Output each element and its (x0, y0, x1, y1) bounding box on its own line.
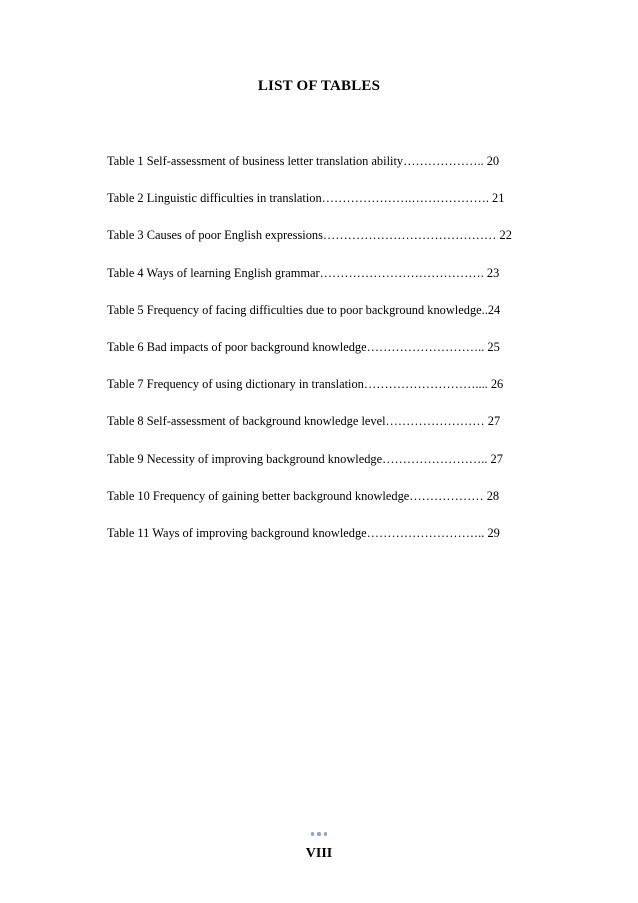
toc-entry-table-9: Table 9 Necessity of improving background knowledge…………………….. 27 (107, 451, 503, 466)
toc-entry-table-10: Table 10 Frequency of gaining better background knowledge……………… 28 (107, 488, 500, 503)
page-title: LIST OF TABLES (257, 78, 381, 94)
toc-entry-table-2: Table 2 Linguistic difficulties in translation………………….………………. 21 (107, 191, 505, 206)
toc-entry-table-4: Table 4 Ways of learning English grammar…………………………………. 23 (107, 265, 500, 280)
toc-entry-table-7: Table 7 Frequency of using dictionary in translation……………………….... 26 (107, 377, 504, 392)
dot-icon (317, 832, 321, 836)
page-footer (0, 826, 638, 862)
page-number: VIII (305, 846, 333, 861)
table-list (107, 153, 557, 562)
toc-entry-table-3: Table 3 Causes of poor English expressions…………………………………… 22 (107, 228, 512, 243)
dot-icon (311, 832, 315, 836)
toc-entry-table-11: Table 11 Ways of improving background knowledge……………………….. 29 (107, 525, 500, 540)
toc-entry-table-5: Table 5 Frequency of facing difficulties due to poor background knowledge..24 (107, 302, 501, 317)
dot-icon (324, 832, 328, 836)
toc-entry-table-6: Table 6 Bad impacts of poor background knowledge……………………….. 25 (107, 339, 500, 354)
toc-entry-table-8: Table 8 Self-assessment of background knowledge level…………………… 27 (107, 414, 501, 429)
dots-ornament-icon (309, 832, 329, 838)
toc-entry-table-1: Table 1 Self-assessment of business letter translation ability……………….. 20 (107, 154, 500, 168)
